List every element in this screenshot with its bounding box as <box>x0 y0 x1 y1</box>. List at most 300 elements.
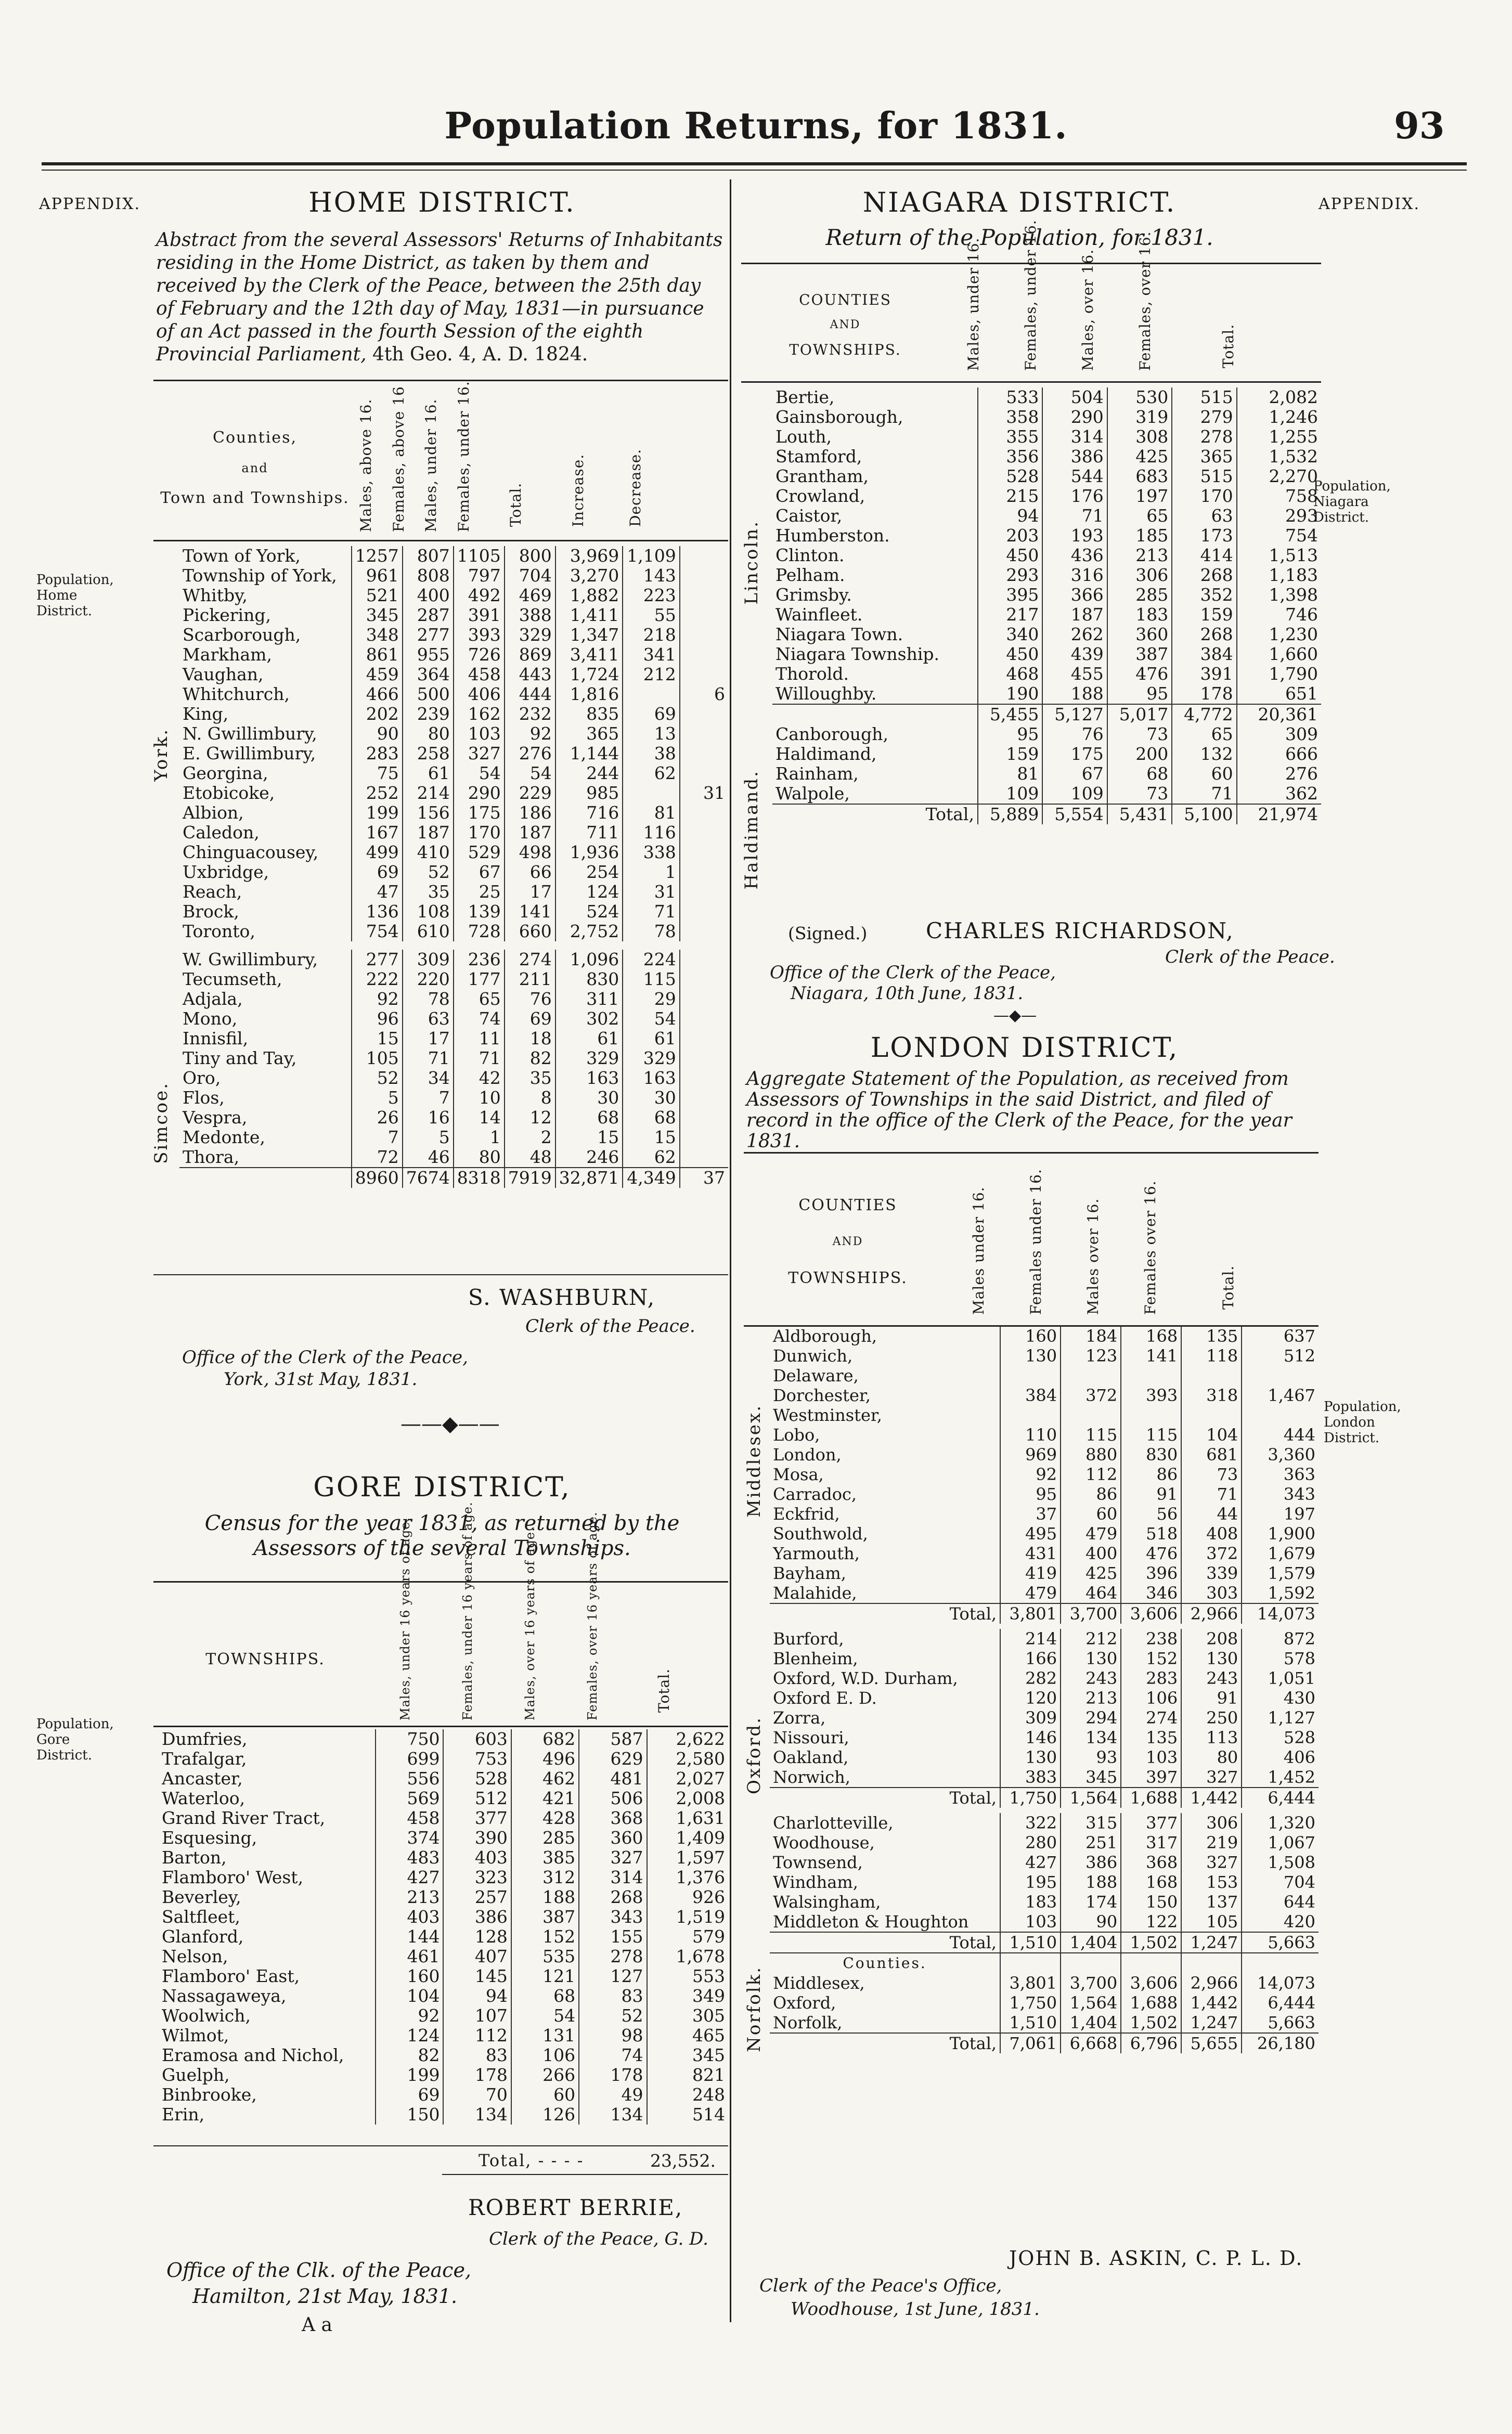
cell-value: 5,127 <box>1042 704 1107 724</box>
home-simcoe-row <box>179 989 728 1009</box>
cell-value: 530 <box>1107 387 1172 407</box>
cell-value <box>680 989 728 1009</box>
cell-value <box>680 1128 728 1147</box>
cell-value: 365 <box>555 724 623 744</box>
niagara-lincoln-row <box>772 605 1321 625</box>
niagara-total-row <box>772 804 1321 824</box>
cell-value <box>680 902 728 922</box>
cell-value: 1,564 <box>1061 1993 1121 2013</box>
row-label: Markham, <box>183 644 272 665</box>
cell-value: 246 <box>555 1147 623 1168</box>
cell-value: 257 <box>443 1887 511 1907</box>
cell-value <box>680 1009 728 1029</box>
gore-row <box>159 1808 728 1828</box>
cell-value: 35 <box>403 882 454 902</box>
home-head-counties: Counties, <box>213 429 297 447</box>
row-label: Tecumseth, <box>183 969 282 989</box>
niagara-district-title: NIAGARA DISTRICT. <box>862 187 1177 218</box>
row-label: Charlotteville, <box>773 1813 894 1833</box>
london-office-line2: Woodhouse, 1st June, 1831. <box>791 2299 1040 2320</box>
cell-value: 47 <box>352 882 403 902</box>
cell-value: 481 <box>579 1769 647 1789</box>
cell-value: 420 <box>1242 1912 1319 1932</box>
cell-value: 141 <box>505 902 555 922</box>
cell-value: 1,750 <box>1000 1993 1061 2013</box>
london-middlesex-total <box>770 1603 1319 1624</box>
cell-value: 92 <box>505 724 555 744</box>
cell-value: 306 <box>1107 565 1172 585</box>
row-label: Tiny and Tay, <box>183 1048 297 1068</box>
cell-value: 2,622 <box>647 1729 728 1749</box>
cell-value <box>1061 1405 1121 1425</box>
london-middlesex-row <box>770 1405 1319 1425</box>
niagara-office-line1: Office of the Clerk of the Peace, <box>770 962 1056 983</box>
cell-value: 1,320 <box>1242 1813 1319 1833</box>
cell-value: 266 <box>511 2065 579 2085</box>
cell-value: 159 <box>1172 605 1236 625</box>
cell-value: 10 <box>454 1088 505 1108</box>
cell-value: 8318 <box>454 1168 505 1188</box>
home-york-row <box>179 922 728 941</box>
cell-value: 156 <box>403 803 454 823</box>
row-label: Albion, <box>183 802 244 823</box>
cell-value: 553 <box>647 1966 728 1986</box>
cell-value: 479 <box>1061 1524 1121 1544</box>
cell-value: 17 <box>403 1029 454 1048</box>
cell-value: 71 <box>1181 1484 1242 1504</box>
cell-value: 115 <box>1121 1425 1181 1445</box>
row-label: Flamboro' West, <box>162 1867 304 1887</box>
cell-value: 60 <box>1172 764 1236 784</box>
cell-value: 1,579 <box>1242 1563 1319 1583</box>
cell-value: 60 <box>511 2085 579 2105</box>
row-label: Eckfrid, <box>773 1504 840 1524</box>
row-label: Dumfries, <box>162 1729 248 1749</box>
cell-value: 1,882 <box>555 586 623 605</box>
cell-value <box>680 724 728 744</box>
cell-value: 391 <box>1172 664 1236 684</box>
cell-value: 2,966 <box>1181 1603 1242 1624</box>
cell-value <box>680 803 728 823</box>
cell-value: 425 <box>1107 447 1172 467</box>
row-label: Rainham, <box>776 763 859 784</box>
london-signer: JOHN B. ASKIN, C. P. L. D. <box>1009 2247 1303 2270</box>
cell-value: 1,936 <box>555 843 623 862</box>
cell-value: 6,444 <box>1242 1788 1319 1808</box>
cell-value: 130 <box>1000 1747 1061 1767</box>
cell-value: 1,519 <box>647 1907 728 1927</box>
cell-value: 188 <box>1042 684 1107 704</box>
cell-value: 185 <box>1107 526 1172 546</box>
cell-value: 303 <box>1181 1583 1242 1603</box>
row-label: Township of York, <box>183 565 337 586</box>
row-label: Flamboro' East, <box>162 1966 300 1986</box>
cell-value: 1,510 <box>1000 1932 1061 1953</box>
cell-value: 236 <box>454 950 505 969</box>
cell-value: 212 <box>1061 1629 1121 1649</box>
row-label: Gainsborough, <box>776 407 903 427</box>
cell-value: 243 <box>1181 1668 1242 1688</box>
gore-total-label: Total, - - - - <box>479 2151 584 2170</box>
niagara-table <box>772 387 1321 824</box>
cell-value: 430 <box>1242 1688 1319 1708</box>
cell-value: 410 <box>403 843 454 862</box>
row-label: Nissouri, <box>773 1728 849 1747</box>
cell-value: 7 <box>403 1088 454 1108</box>
row-label: Crowland, <box>776 486 865 506</box>
cell-value: 268 <box>1172 625 1236 644</box>
cell-value <box>1061 1953 1121 1973</box>
cell-value: 955 <box>403 645 454 665</box>
cell-value: 515 <box>1172 387 1236 407</box>
cell-value: 82 <box>376 2045 443 2065</box>
london-norfolk-total <box>770 1932 1319 1953</box>
cell-value: 166 <box>1000 1649 1061 1668</box>
cell-value <box>1242 1366 1319 1386</box>
london-counties-heading <box>770 1953 1319 1973</box>
home-side-note: Population, Home District. <box>36 572 114 619</box>
row-label: Innisfil, <box>183 1028 249 1048</box>
cell-value: 1,230 <box>1237 625 1321 644</box>
home-simcoe-row <box>179 1068 728 1088</box>
cell-value: 1,096 <box>555 950 623 969</box>
cell-value: 1,398 <box>1237 585 1321 605</box>
cell-value: 395 <box>978 585 1042 605</box>
cell-value: 343 <box>579 1907 647 1927</box>
row-label: Middleton & Houghton <box>773 1912 969 1932</box>
cell-value: 134 <box>1061 1728 1121 1747</box>
home-york-row <box>179 605 728 625</box>
gore-signature-mark: A a <box>302 2314 332 2336</box>
ornament-divider-left: ——◆—— <box>400 1412 500 1436</box>
cell-value: 229 <box>505 783 555 803</box>
cell-value: 94 <box>443 1986 511 2006</box>
cell-value: 498 <box>505 843 555 862</box>
cell-value: 38 <box>623 744 680 763</box>
cell-value: 4,349 <box>623 1168 680 1188</box>
cell-value: 152 <box>511 1927 579 1947</box>
cell-value: 21,974 <box>1237 804 1321 824</box>
cell-value: 1,597 <box>647 1848 728 1868</box>
gore-total-rule <box>442 2174 728 2175</box>
cell-value: 293 <box>1237 506 1321 526</box>
niagara-lincoln-row <box>772 625 1321 644</box>
row-label: Niagara Town. <box>776 624 903 644</box>
cell-value: 506 <box>579 1789 647 1808</box>
cell-value: 556 <box>376 1769 443 1789</box>
cell-value: 428 <box>511 1808 579 1828</box>
cell-value: 69 <box>376 2085 443 2105</box>
cell-value: 1,347 <box>555 625 623 645</box>
cell-value: 754 <box>1237 526 1321 546</box>
home-york-row <box>179 882 728 902</box>
cell-value <box>680 546 728 566</box>
niagara-haldimand-row <box>772 744 1321 764</box>
gore-row <box>159 1907 728 1927</box>
cell-value: 3,360 <box>1242 1445 1319 1465</box>
cell-value: 421 <box>511 1789 579 1808</box>
niagara-lincoln-subtotal <box>772 704 1321 724</box>
cell-value <box>680 823 728 843</box>
niagara-side-note: Population, Niagara District. <box>1313 478 1391 525</box>
gore-row <box>159 2006 728 2026</box>
cell-value: 1,532 <box>1237 447 1321 467</box>
cell-value: 3,700 <box>1061 1973 1121 1993</box>
cell-value: 252 <box>352 783 403 803</box>
cell-value: 469 <box>505 586 555 605</box>
cell-value: 1,404 <box>1061 2013 1121 2033</box>
cell-value: 360 <box>579 1828 647 1848</box>
london-middlesex-row <box>770 1544 1319 1563</box>
cell-value: 92 <box>376 2006 443 2026</box>
cell-value: 74 <box>579 2045 647 2065</box>
cell-value: 176 <box>1042 486 1107 506</box>
cell-value: 12 <box>505 1108 555 1128</box>
london-norfolk-row <box>770 1853 1319 1872</box>
cell-value: 54 <box>454 763 505 783</box>
cell-value: 95 <box>1107 684 1172 704</box>
home-york-row <box>179 704 728 724</box>
cell-value: 1,790 <box>1237 664 1321 684</box>
cell-value: 408 <box>1181 1524 1242 1544</box>
london-norfolk-label: Norfolk. <box>744 1966 765 2052</box>
cell-value: 167 <box>352 823 403 843</box>
cell-value: 126 <box>511 2105 579 2125</box>
cell-value: 150 <box>1121 1892 1181 1912</box>
gore-head-c1: Males, under 16 years of age. <box>398 1517 412 1720</box>
cell-value <box>1121 1366 1181 1386</box>
niagara-haldimand-row <box>772 784 1321 804</box>
cell-value: 31 <box>680 783 728 803</box>
cell-value: 135 <box>1121 1728 1181 1747</box>
cell-value: 1,246 <box>1237 407 1321 427</box>
cell-value: 103 <box>454 724 505 744</box>
cell-value: 1,660 <box>1237 644 1321 664</box>
cell-value: 276 <box>505 744 555 763</box>
niagara-lincoln-row <box>772 684 1321 704</box>
cell-value: 68 <box>1107 764 1172 784</box>
cell-value: 750 <box>376 1729 443 1749</box>
home-office-line2 <box>224 1369 417 1390</box>
london-oxford-row <box>770 1767 1319 1788</box>
cell-value: 239 <box>403 704 454 724</box>
cell-value: 323 <box>443 1868 511 1887</box>
row-label: Dunwich, <box>773 1346 853 1366</box>
row-label: Town of York, <box>183 546 301 566</box>
cell-value: 1,247 <box>1181 1932 1242 1953</box>
cell-value: 200 <box>1107 744 1172 764</box>
cell-value: 1 <box>454 1128 505 1147</box>
cell-value <box>1000 1366 1061 1386</box>
cell-value: 6 <box>680 684 728 704</box>
cell-value: 414 <box>1172 546 1236 565</box>
cell-value: 78 <box>623 922 680 941</box>
cell-value: 78 <box>403 989 454 1009</box>
cell-value <box>680 566 728 586</box>
cell-value: 199 <box>376 2065 443 2085</box>
cell-value: 455 <box>1042 664 1107 684</box>
cell-value: 926 <box>647 1887 728 1907</box>
london-head-c5: Total. <box>1220 1265 1237 1310</box>
gore-row <box>159 1729 728 1749</box>
cell-value: 46 <box>403 1147 454 1168</box>
cell-value: 1,467 <box>1242 1386 1319 1405</box>
london-middlesex-row <box>770 1386 1319 1405</box>
row-label: Yarmouth, <box>773 1544 860 1563</box>
cell-value: 183 <box>1107 605 1172 625</box>
london-middlesex-row <box>770 1425 1319 1445</box>
cell-value: 317 <box>1121 1833 1181 1853</box>
cell-value: 386 <box>443 1907 511 1927</box>
cell-value: 213 <box>1061 1688 1121 1708</box>
cell-value: 67 <box>1042 764 1107 784</box>
home-york-row <box>179 566 728 586</box>
cell-value: 341 <box>623 645 680 665</box>
row-label: Willoughby. <box>776 683 877 704</box>
cell-value <box>680 1029 728 1048</box>
cell-value: 985 <box>555 783 623 803</box>
cell-value: 1,442 <box>1181 1788 1242 1808</box>
cell-value: 458 <box>454 665 505 684</box>
cell-value: 34 <box>403 1068 454 1088</box>
cell-value: 134 <box>443 2105 511 2125</box>
cell-value: 134 <box>579 2105 647 2125</box>
cell-value: 37 <box>680 1168 728 1188</box>
gore-head-c2: Females, under 16 years of age. <box>460 1501 475 1720</box>
row-label: Glanford, <box>162 1926 244 1947</box>
cell-value: 17 <box>505 882 555 902</box>
cell-value: 76 <box>505 989 555 1009</box>
london-middlesex-row <box>770 1583 1319 1603</box>
cell-value: 468 <box>978 664 1042 684</box>
cell-value: 388 <box>505 605 555 625</box>
cell-value: 569 <box>376 1789 443 1808</box>
niagara-lincoln-label: Lincoln. <box>741 520 762 605</box>
london-office-line1: Clerk of the Peace's Office, <box>759 2275 1002 2296</box>
cell-value: 492 <box>454 586 505 605</box>
cell-value: 2,008 <box>647 1789 728 1808</box>
home-york-label: York. <box>151 728 172 782</box>
cell-value: 15 <box>555 1128 623 1147</box>
cell-value: 319 <box>1107 407 1172 427</box>
cell-value: 141 <box>1121 1346 1181 1366</box>
cell-value: 1,404 <box>1061 1932 1121 1953</box>
cell-value: 135 <box>1181 1326 1242 1346</box>
cell-value: 1105 <box>454 546 505 566</box>
cell-value: 98 <box>579 2026 647 2045</box>
page-number: 93 <box>1394 104 1445 147</box>
cell-value: 6,668 <box>1061 2033 1121 2053</box>
cell-value: 160 <box>1000 1326 1061 1346</box>
cell-value: 118 <box>1181 1346 1242 1366</box>
cell-value: 390 <box>443 1828 511 1848</box>
cell-value: 60 <box>1061 1504 1121 1524</box>
cell-value: 425 <box>1061 1563 1121 1583</box>
cell-value: 1,247 <box>1181 2013 1242 2033</box>
cell-value: 377 <box>443 1808 511 1828</box>
cell-value: 49 <box>579 2085 647 2105</box>
gore-row <box>159 1986 728 2006</box>
home-total-row <box>179 1168 728 1188</box>
cell-value: 177 <box>454 969 505 989</box>
cell-value: 459 <box>352 665 403 684</box>
row-label: Wilmot, <box>162 2025 229 2045</box>
home-york-row <box>179 862 728 882</box>
cell-value: 80 <box>1181 1747 1242 1767</box>
cell-value: 443 <box>505 665 555 684</box>
cell-value: 512 <box>443 1789 511 1808</box>
niagara-lincoln-row <box>772 506 1321 526</box>
cell-value: 329 <box>623 1048 680 1068</box>
cell-value: 2,270 <box>1237 467 1321 486</box>
cell-value: 479 <box>1000 1583 1061 1603</box>
cell-value: 1,183 <box>1237 565 1321 585</box>
row-label: Total, <box>770 2033 1000 2053</box>
cell-value: 384 <box>1000 1386 1061 1405</box>
cell-value: 61 <box>555 1029 623 1048</box>
cell-value: 666 <box>1237 744 1321 764</box>
row-label: Middlesex, <box>773 1973 865 1993</box>
cell-value: 155 <box>579 1927 647 1947</box>
cell-value: 131 <box>511 2026 579 2045</box>
cell-value: 280 <box>1000 1833 1061 1853</box>
cell-value: 363 <box>1242 1465 1319 1484</box>
cell-value: 175 <box>454 803 505 823</box>
london-middlesex-row <box>770 1465 1319 1484</box>
cell-value: 578 <box>1242 1649 1319 1668</box>
cell-value: 31 <box>623 882 680 902</box>
cell-value: 83 <box>443 2045 511 2065</box>
cell-value: 1,144 <box>555 744 623 763</box>
row-label: Total, <box>770 1788 1000 1808</box>
cell-value: 1,592 <box>1242 1583 1319 1603</box>
row-label: Carradoc, <box>773 1484 857 1504</box>
london-middlesex-row <box>770 1366 1319 1386</box>
cell-value: 25 <box>454 882 505 902</box>
cell-value: 66 <box>505 862 555 882</box>
cell-value: 644 <box>1242 1892 1319 1912</box>
cell-value: 544 <box>1042 467 1107 486</box>
cell-value: 1,502 <box>1121 2013 1181 2033</box>
cell-value: 76 <box>1042 724 1107 744</box>
cell-value: 90 <box>352 724 403 744</box>
row-label: Niagara Township. <box>776 644 940 664</box>
cell-value: 283 <box>1121 1668 1181 1688</box>
cell-value: 349 <box>647 1986 728 2006</box>
niagara-lincoln-row <box>772 427 1321 447</box>
cell-value: 387 <box>511 1907 579 1927</box>
cell-value: 90 <box>1061 1912 1121 1932</box>
cell-value: 5,663 <box>1242 1932 1319 1953</box>
niagara-lincoln-row <box>772 467 1321 486</box>
cell-value: 145 <box>443 1966 511 1986</box>
row-label: Flos, <box>183 1087 225 1108</box>
cell-value: 193 <box>1042 526 1107 546</box>
cell-value: 96 <box>352 1009 403 1029</box>
cell-value: 521 <box>352 586 403 605</box>
cell-value: 13 <box>623 724 680 744</box>
cell-value: 4,772 <box>1172 704 1236 724</box>
niagara-haldimand-row <box>772 724 1321 744</box>
row-label: Medonte, <box>183 1127 265 1147</box>
cell-value: 726 <box>454 645 505 665</box>
london-oxford-row <box>770 1668 1319 1688</box>
row-label: Caistor, <box>776 506 843 526</box>
gore-side-note: Population, Gore District. <box>36 1716 114 1763</box>
row-label: Mosa, <box>773 1465 824 1484</box>
row-label: Humberston. <box>776 525 890 546</box>
cell-value: 290 <box>454 783 505 803</box>
